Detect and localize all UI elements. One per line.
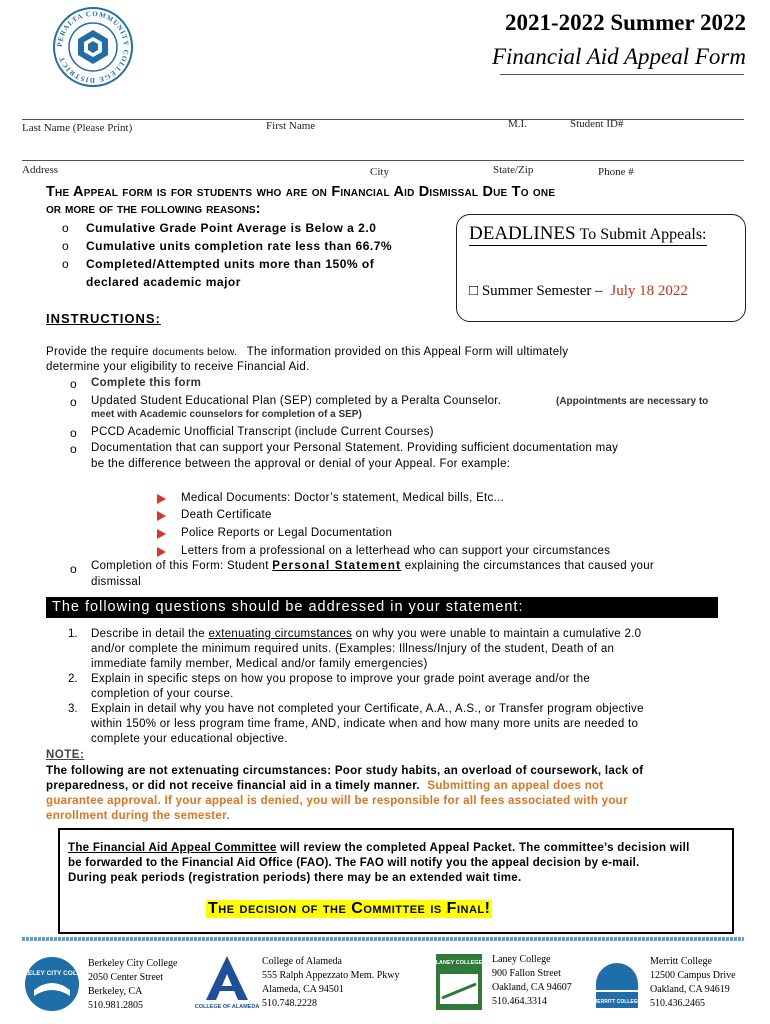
committee-line2: be forwarded to the Financial Aid Office (FAO). The FAO will notify you the appeal decision by e-mail. <box>68 857 640 869</box>
q-num: 1. <box>68 628 78 640</box>
note-l2-a: preparedness, or did not receive financial aid in a timely manner. <box>46 780 420 792</box>
college-4-name: Merritt College <box>650 956 712 967</box>
note-line1: The following are not extenuating circumstances: Poor study habits, an overload of coursework, lack of <box>46 765 644 777</box>
college-4-phone: 510.436.2465 <box>650 998 705 1009</box>
college-2-addr2: Alameda, CA 94501 <box>262 984 344 995</box>
intro-line2: or more of the following reasons: <box>46 201 261 217</box>
p1-c: The information provided on this Appeal Form will ultimately <box>246 346 569 358</box>
instructions-p1 <box>46 346 568 358</box>
q3-line3: complete your educational objective. <box>91 733 288 745</box>
committee-line1 <box>68 842 690 854</box>
name-line <box>22 119 744 120</box>
q1-line3: immediate family member, Medical and/or family emergencies) <box>91 658 428 670</box>
college-3-name: Laney College <box>492 954 551 965</box>
phone-label: Phone # <box>598 166 634 178</box>
q1-a: Describe in detail the <box>91 628 205 640</box>
merritt-logo <box>594 954 640 1008</box>
instructions-heading: INSTRUCTIONS: <box>46 311 161 326</box>
college-1-addr1: 2050 Center Street <box>88 972 163 983</box>
college-2-name: College of Alameda <box>262 956 342 967</box>
college-2-addr1: 555 Ralph Appezzato Mem. Pkwy <box>262 970 400 981</box>
instr-item-2-cont: meet with Academic counselors for completion of a SEP) <box>91 409 362 420</box>
college-4-addr2: Oakland, CA 94619 <box>650 984 730 995</box>
intro-line1: The Appeal form is for students who are on Financial Aid Dismissal Due To one <box>46 184 556 200</box>
city-label: City <box>370 166 389 178</box>
note-l2-b: Submitting an appeal does not <box>427 780 604 792</box>
note-line3: guarantee approval. If your appeal is denied, you will be responsible for all fees associated with your <box>46 795 628 807</box>
berkeley-logo-text: BERKELEY CITY COLLEGE <box>9 970 95 977</box>
college-3-addr1: 900 Fallon Street <box>492 968 561 979</box>
completion-line <box>91 560 654 572</box>
note-line4: enrollment during the semester. <box>46 810 230 822</box>
instr-item-3: PCCD Academic Unofficial Transcript (include Current Courses) <box>91 426 434 438</box>
q1-line1 <box>91 628 641 640</box>
questions-banner <box>46 597 718 618</box>
deadlines-box <box>456 214 746 322</box>
completion-cont: dismissal <box>91 576 141 588</box>
p1-a: Provide the require <box>46 346 149 358</box>
college-1 <box>88 957 177 1013</box>
example-3: Police Reports or Legal Documentation <box>181 527 393 539</box>
deadline-row <box>469 283 688 300</box>
reason-1: Cumulative Grade Point Average is Below a 2.0 <box>86 221 377 235</box>
q1-line2: and/or complete the minimum required units. (Examples: Illness/Injury of the student, Death of an <box>91 643 615 655</box>
arrow-icon <box>157 547 166 557</box>
note-line2 <box>46 780 603 792</box>
committee-box <box>58 828 734 934</box>
instr-bullet: o <box>70 426 77 440</box>
logo-text: PERALTA COMMUNITY COLLEGE DISTRICT <box>55 9 131 85</box>
committee-a: The Financial Aid Appeal Committee <box>68 842 277 854</box>
q3-line1: Explain in detail why you have not completed your Certificate, A.A., A.S., or Transfer program objective <box>91 703 644 715</box>
completion-a: Completion of this Form: Student <box>91 560 269 572</box>
instructions-p2: determine your eligibility to receive Financial Aid. <box>46 361 310 373</box>
instr-item-2-note: (Appointments are necessary to <box>556 396 709 407</box>
deadline-semester: Summer Semester – <box>481 283 603 299</box>
q-num: 2. <box>68 673 78 685</box>
college-3-phone: 510.464.3314 <box>492 996 547 1007</box>
college-1-phone: 510.981.2805 <box>88 1000 143 1011</box>
college-3-addr2: Oakland, CA 94607 <box>492 982 572 993</box>
reason-bullet: o <box>62 257 69 271</box>
instr-bullet: o <box>70 377 77 391</box>
instr-bullet: o <box>70 395 77 409</box>
p1-b: documents below. <box>152 347 238 358</box>
form-title: Financial Aid Appeal Form <box>491 44 746 69</box>
arrow-icon <box>157 494 166 504</box>
q2-line1: Explain in specific steps on how you propose to improve your grade point average and/or the <box>91 673 591 685</box>
college-4 <box>650 955 736 1011</box>
completion-b: Personal Statement <box>272 560 402 572</box>
example-1: Medical Documents: Doctor’s statement, Medical bills, Etc... <box>181 492 505 504</box>
instr-item-1: Complete this form <box>91 377 202 389</box>
first-name-label: First Name <box>266 120 316 132</box>
year-title: 2021-2022 Summer 2022 <box>504 10 746 35</box>
footer-rule <box>22 937 744 941</box>
alameda-logo-text: COLLEGE OF ALAMEDA <box>194 1004 260 1010</box>
college-4-addr1: 12500 Campus Drive <box>650 970 736 981</box>
student-id-label: Student ID# <box>570 118 624 130</box>
final-decision: The decision of the Committee is Final! <box>208 900 491 917</box>
berkeley-logo <box>9 956 95 1012</box>
instr-item-4-cont: be the difference between the approval or denial of your Appeal. For example: <box>91 458 511 470</box>
q1-c: on why you were unable to maintain a cumulative 2.0 <box>355 628 642 640</box>
title-rule <box>500 74 744 75</box>
address-line <box>22 160 744 161</box>
last-name-label: Last Name (Please Print) <box>22 122 133 134</box>
committee-b: will review the completed Appeal Packet. The committee’s decision will <box>280 842 690 854</box>
deadline-checkbox[interactable]: □ <box>469 283 479 299</box>
example-2: Death Certificate <box>181 509 272 521</box>
note-heading: NOTE: <box>46 749 85 761</box>
college-1-name: Berkeley City College <box>88 958 178 969</box>
instr-item-2: Updated Student Educational Plan (SEP) completed by a Peralta Counselor. <box>91 395 502 407</box>
q3-line2: within 150% or less program time frame, AND, indicate when and how many more units are needed to <box>91 718 639 730</box>
arrow-icon <box>157 511 166 521</box>
arrow-icon <box>157 529 166 539</box>
alameda-logo <box>194 956 260 1014</box>
laney-logo-text: LANEY COLLEGE <box>435 960 483 966</box>
deadlines-rest: To Submit Appeals: <box>579 226 707 243</box>
deadline-date: July 18 2022 <box>610 283 688 299</box>
college-2-phone: 510.748.2228 <box>262 998 317 1009</box>
completion-c: explaining the circumstances that caused your <box>404 560 655 572</box>
college-1-addr2: Berkeley, CA <box>88 986 143 997</box>
q2-line2: completion of your course. <box>91 688 234 700</box>
laney-logo <box>436 954 482 1010</box>
merritt-logo-text: MERRITT COLLEGE <box>593 999 641 1005</box>
deadlines-caps: DEADLINES <box>469 223 576 244</box>
reason-bullet: o <box>62 221 69 235</box>
mi-label: M.I. <box>508 118 527 130</box>
peralta-logo <box>52 6 134 88</box>
q1-b: extenuating circumstances <box>208 628 353 640</box>
instr-bullet: o <box>70 562 77 576</box>
reason-3: Completed/Attempted units more than 150% of <box>86 257 375 271</box>
reason-3-cont: declared academic major <box>86 275 241 289</box>
address-label: Address <box>22 164 59 176</box>
example-4: Letters from a professional on a letterhead who can support your circumstances <box>181 545 611 557</box>
college-2 <box>262 955 399 1011</box>
state-zip-label: State/Zip <box>493 164 534 176</box>
deadlines-title <box>469 223 707 246</box>
college-3 <box>492 953 572 1009</box>
instr-item-4: Documentation that can support your Personal Statement. Providing sufficient documentation may <box>91 442 619 454</box>
instr-bullet: o <box>70 442 77 456</box>
reason-2: Cumulative units completion rate less than 66.7% <box>86 239 393 253</box>
reason-bullet: o <box>62 239 69 253</box>
committee-line3: During peak periods (registration periods) there may be an extended wait time. <box>68 872 522 884</box>
questions-banner-text: The following questions should be addressed in your statement: <box>52 599 524 615</box>
q-num: 3. <box>68 703 78 715</box>
